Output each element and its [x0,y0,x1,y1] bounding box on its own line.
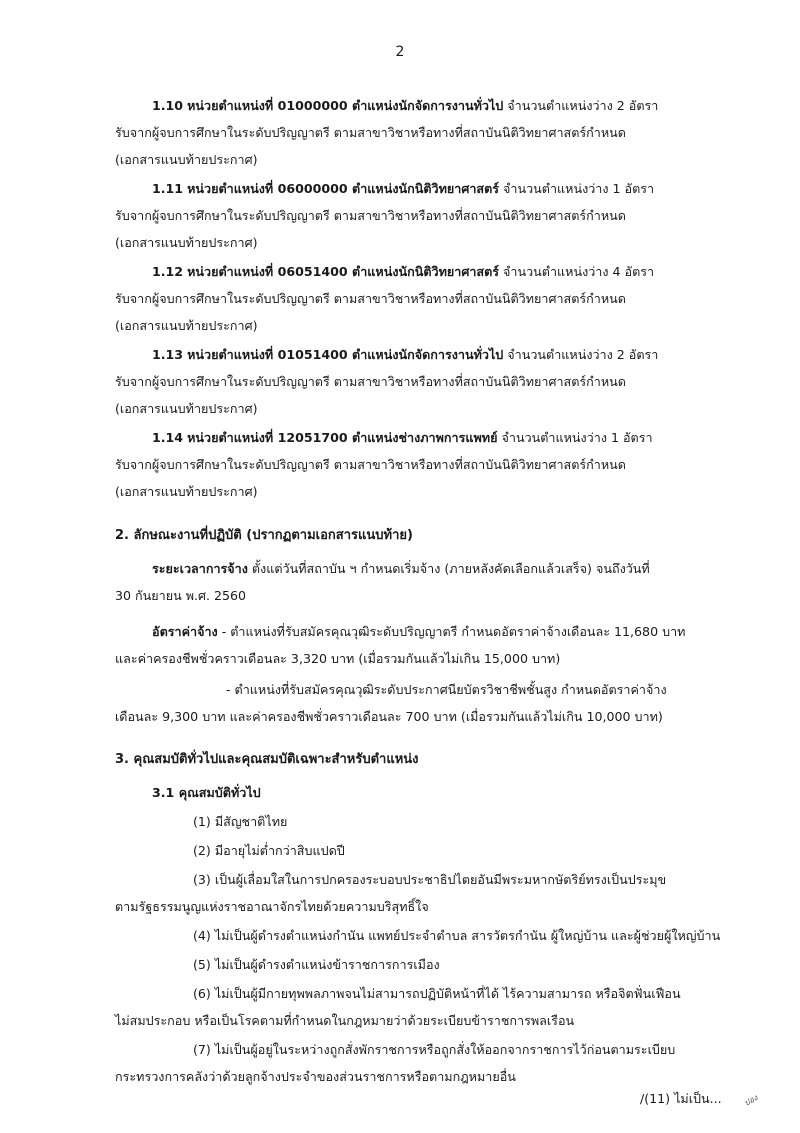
position-number: 1.12 [152,264,184,279]
employment-period-text: ตั้งแต่วันที่สถาบัน ฯ กำหนดเริ่มจ้าง (ภายหลังคัดเลือกแล้วเสร็จ) จนถึงวันที่ [251,561,650,576]
position-note: (เอกสารแนบท้ายประกาศ) [115,484,258,499]
qualification-item: (7) ไม่เป็นผู้อยู่ในระหว่างถูกสั่งพักราชการหรือถูกสั่งให้ออกจากราชการไว้ก่อนตามระเบียบ [193,1042,676,1057]
position-note: (เอกสารแนบท้ายประกาศ) [115,401,258,416]
position-note: (เอกสารแนบท้ายประกาศ) [115,152,258,167]
employment-period-label: ระยะเวลาการจ้าง [152,561,248,576]
continuation-note: /(11) ไม่เป็น... [640,1091,722,1106]
position-vacancy: จำนวนตำแหน่งว่าง 4 อัตรา [503,264,655,279]
employment-period-end: 30 กันยายน พ.ศ. 2560 [115,588,247,603]
position-number: 1.14 [152,430,184,445]
position-line: รับจากผู้จบการศึกษาในระดับปริญญาตรี ตามสาขาวิชาหรือทางที่สถาบันนิติวิทยาศาสตร์กำหนด [115,374,626,389]
wage-rate-2: - ตำแหน่งที่รับสมัครคุณวุฒิระดับประกาศนียบัตรวิชาชีพชั้นสูง กำหนดอัตราค่าจ้าง [226,682,667,697]
section-2-note: (ปรากฏตามเอกสารแนบท้าย) [246,528,413,543]
position-item-1-10 [152,97,658,115]
position-note: (เอกสารแนบท้ายประกาศ) [115,235,258,250]
qualification-item: (6) ไม่เป็นผู้มีกายทุพพลภาพจนไม่สามารถปฏิบัติหน้าที่ได้ ไร้ความสามารถ หรือจิตฟั่นเฟือน [193,986,681,1001]
wage-rate-2-cont: เดือนละ 9,300 บาท และค่าครองชีพชั่วคราวเดือนละ 700 บาท (เมื่อรวมกันแล้วไม่เกิน 10,000 บาท) [115,709,663,724]
position-line: รับจากผู้จบการศึกษาในระดับปริญญาตรี ตามสาขาวิชาหรือทางที่สถาบันนิติวิทยาศาสตร์กำหนด [115,291,626,306]
employment-period [152,560,650,578]
qualification-item: (2) มีอายุไม่ต่ำกว่าสิบแปดปี [193,843,345,858]
wage-rate-1 [152,623,685,641]
position-item-1-13 [152,346,658,364]
position-vacancy: จำนวนตำแหน่งว่าง 2 อัตรา [507,98,659,113]
position-code: หน่วยตำแหน่งที่ 12051700 ตำแหน่งช่างภาพการแพทย์ [187,430,498,445]
section-3-1-heading: 3.1 คุณสมบัติทั่วไป [152,785,261,800]
position-line: รับจากผู้จบการศึกษาในระดับปริญญาตรี ตามสาขาวิชาหรือทางที่สถาบันนิติวิทยาศาสตร์กำหนด [115,208,626,223]
wage-rate-1-text: - ตำแหน่งที่รับสมัครคุณวุฒิระดับปริญญาตรี กำหนดอัตราค่าจ้างเดือนละ 11,680 บาท [221,624,686,639]
position-code: หน่วยตำแหน่งที่ 01051400 ตำแหน่งนักจัดการงานทั่วไป [187,347,504,362]
qualification-item: (1) มีสัญชาติไทย [193,814,288,829]
position-number: 1.10 [152,98,184,113]
position-item-1-12 [152,263,654,281]
position-item-1-14 [152,429,653,447]
qualification-item: (5) ไม่เป็นผู้ดำรงตำแหน่งข้าราชการการเมือง [193,957,440,972]
qualification-item-cont: ไม่สมประกอบ หรือเป็นโรคตามที่กำหนดในกฎหมายว่าด้วยระเบียบข้าราชการพลเรือน [115,1013,575,1028]
position-code: หน่วยตำแหน่งที่ 06051400 ตำแหน่งนักนิติวิทยาศาสตร์ [187,264,500,279]
position-note: (เอกสารแนบท้ายประกาศ) [115,318,258,333]
section-3-heading: 3. คุณสมบัติทั่วไปและคุณสมบัติเฉพาะสำหรับตำแหน่ง [115,752,419,767]
qualification-item-cont: ตามรัฐธรรมนูญแห่งราชอาณาจักรไทยด้วยความบริสุทธิ์ใจ [115,899,429,914]
position-vacancy: จำนวนตำแหน่งว่าง 1 อัตรา [503,181,655,196]
position-code: หน่วยตำแหน่งที่ 06000000 ตำแหน่งนักนิติวิทยาศาสตร์ [187,181,500,196]
position-number: 1.11 [152,181,184,196]
position-number: 1.13 [152,347,184,362]
section-2-title: 2. ลักษณะงานที่ปฏิบัติ [115,528,242,543]
position-item-1-11 [152,180,654,198]
wage-rate-1-cont: และค่าครองชีพชั่วคราวเดือนละ 3,320 บาท (เมื่อรวมกันแล้วไม่เกิน 15,000 บาท) [115,651,561,666]
position-vacancy: จำนวนตำแหน่งว่าง 1 อัตรา [501,430,653,445]
qualification-item: (3) เป็นผู้เลื่อมใสในการปกครองระบอบประชาธิปไตยอันมีพระมหากษัตริย์ทรงเป็นประมุข [193,872,667,887]
qualification-item-cont: กระทรวงการคลังว่าด้วยลูกจ้างประจำของส่วนราชการหรือตามกฎหมายอื่น [115,1069,516,1084]
section-2-heading [115,527,413,545]
page-number: 2 [395,44,405,60]
qualification-item: (4) ไม่เป็นผู้ดำรงตำแหน่งกำนัน แพทย์ประจำตำบล สารวัตรกำนัน ผู้ใหญ่บ้าน และผู้ช่วยผู้ใหญ่บ้าน [193,928,721,943]
wage-rate-label: อัตราค่าจ้าง [152,624,218,639]
position-line: รับจากผู้จบการศึกษาในระดับปริญญาตรี ตามสาขาวิชาหรือทางที่สถาบันนิติวิทยาศาสตร์กำหนด [115,457,626,472]
position-line: รับจากผู้จบการศึกษาในระดับปริญญาตรี ตามสาขาวิชาหรือทางที่สถาบันนิติวิทยาศาสตร์กำหนด [115,125,626,140]
position-vacancy: จำนวนตำแหน่งว่าง 2 อัตรา [507,347,659,362]
position-code: หน่วยตำแหน่งที่ 01000000 ตำแหน่งนักจัดการงานทั่วไป [187,98,504,113]
initials-mark: ปอง [742,1093,760,1108]
